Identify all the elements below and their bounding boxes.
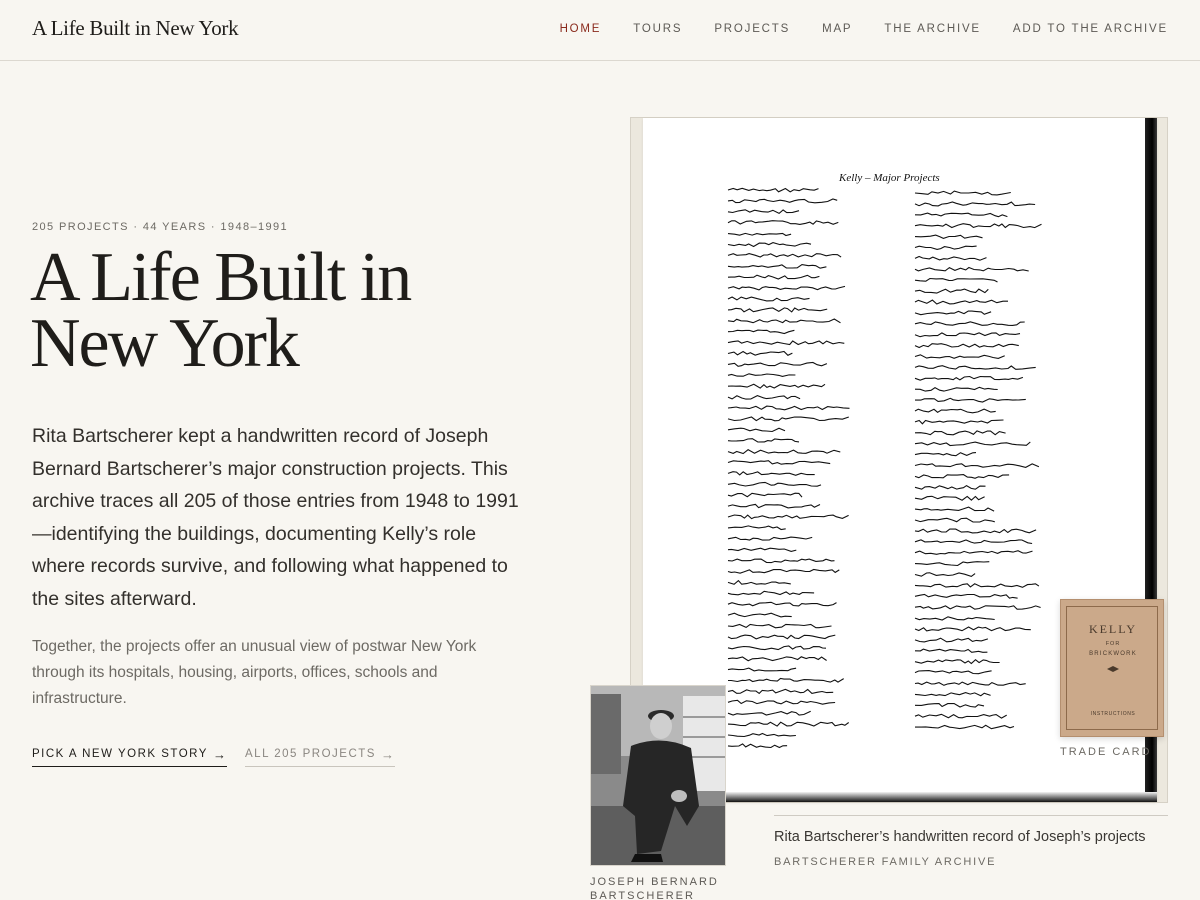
handwriting-line <box>915 333 1020 337</box>
handwriting-line <box>915 191 1011 195</box>
handwriting-line <box>915 704 984 708</box>
handwriting-line <box>915 442 1030 446</box>
handwriting-line <box>728 679 844 683</box>
handwriting-line <box>915 257 987 261</box>
handwriting-line <box>915 551 1033 555</box>
nav-tours[interactable]: TOURS <box>633 23 683 35</box>
nav-map[interactable]: MAP <box>822 23 853 35</box>
trade-card-caption: TRADE CARD <box>1060 746 1152 758</box>
handwriting-line <box>728 668 796 671</box>
handwriting-line <box>728 646 826 650</box>
handwriting-line <box>728 700 835 704</box>
main-nav <box>560 23 1168 35</box>
handwriting-line <box>728 689 833 693</box>
handwriting-line <box>728 363 827 367</box>
handwriting-line <box>728 537 812 540</box>
portrait-photo[interactable] <box>590 685 726 866</box>
handwriting-line <box>728 548 796 551</box>
handwriting-line <box>915 540 1032 544</box>
handwriting-line <box>915 573 975 577</box>
handwriting-line <box>915 714 1007 718</box>
handwriting-line <box>728 210 799 214</box>
hero-title-line-2: New York <box>30 305 298 382</box>
handwriting-line <box>915 387 998 391</box>
handwriting-line <box>728 199 837 203</box>
hero-title <box>30 239 570 382</box>
handwriting-line <box>915 431 1006 435</box>
handwriting-line <box>728 265 826 269</box>
hero-title-line-1: A Life Built in <box>30 239 411 316</box>
portrait-caption-line-1: JOSEPH BERNARD <box>590 876 719 888</box>
handwriting-line <box>728 352 792 356</box>
handwriting-line <box>915 409 996 413</box>
trade-card-border <box>1066 606 1158 730</box>
document-heading: Kelly – Major Projects <box>839 172 940 184</box>
nav-add-to-the-archive[interactable]: ADD TO THE ARCHIVE <box>1012 23 1168 35</box>
handwriting-line <box>728 472 815 476</box>
handwriting-line <box>728 504 820 508</box>
document-caption-divider <box>774 815 1168 816</box>
pick-story-label: PICK A NEW YORK STORY <box>32 748 208 760</box>
handwriting-line <box>728 559 835 563</box>
handwriting-line <box>915 453 976 456</box>
handwriting-line <box>728 439 799 442</box>
site-brand-link[interactable]: A Life Built in New York <box>32 16 239 40</box>
handwriting-line <box>728 515 849 519</box>
handwriting-line <box>728 297 810 301</box>
handwriting-line <box>728 243 811 247</box>
handwriting-line <box>915 562 989 566</box>
handwriting-line <box>915 377 1023 381</box>
trade-card-subtitle: BRICKWORK <box>1089 651 1137 657</box>
document-credit: BARTSCHERER FAMILY ARCHIVE <box>774 856 997 868</box>
handwriting-line <box>915 475 1009 479</box>
handwriting-line <box>915 594 1018 598</box>
handwriting-line <box>728 450 840 454</box>
handwriting-line <box>915 584 1039 588</box>
handwriting-line <box>728 711 811 715</box>
handwriting-line <box>915 235 983 238</box>
handwriting-line <box>728 384 825 388</box>
handwriting-line <box>915 224 1042 228</box>
hero-lead: Rita Bartscherer kept a handwritten record of Joseph Bernard Bartscherer’s major construction projects. This archive traces all 205 of those entries from 1948 to 1991—identifying the buildings, documenting Kelly’s role where records survive, and following what happened to the sites afterward. <box>32 425 519 610</box>
handwriting-line <box>915 627 1031 631</box>
handwriting-line <box>728 275 819 279</box>
handwriting-line <box>915 693 991 696</box>
handwriting-line <box>915 355 1005 359</box>
handwriting-line <box>915 725 1014 728</box>
handwriting-line <box>728 602 837 606</box>
nav-the-archive[interactable]: THE ARCHIVE <box>884 23 981 35</box>
hero-sub: Together, the projects offer an unusual view of postwar New York through its hospitals, housing, airports, offices, schools and infrastructure. <box>32 638 477 707</box>
all-projects-link[interactable] <box>245 748 395 767</box>
handwriting-line <box>728 341 844 345</box>
handwriting-line <box>728 188 819 192</box>
top-bar <box>0 0 1200 61</box>
handwriting-line <box>915 660 1000 664</box>
handwriting-line <box>915 420 1004 424</box>
handwriting-line <box>915 311 991 315</box>
handwriting-line <box>915 279 998 283</box>
handwriting-line <box>728 308 827 312</box>
handwriting-line <box>728 221 838 225</box>
nav-home[interactable]: HOME <box>559 23 602 35</box>
handwriting-line <box>728 233 791 235</box>
handwriting-line <box>728 396 800 400</box>
handwriting-line <box>915 268 1029 272</box>
handwriting-line <box>915 398 1026 402</box>
trade-card-footer: INSTRUCTIONS <box>1090 711 1136 717</box>
handwriting-line <box>915 507 994 511</box>
handwriting-line <box>728 570 839 574</box>
handwriting-line <box>915 213 1007 217</box>
handwriting-line <box>728 406 850 410</box>
handwriting-line <box>915 300 1008 304</box>
handwriting-line <box>915 496 985 500</box>
handwriting-line <box>915 322 1025 326</box>
handwriting-line <box>728 613 792 617</box>
arrow-right-icon: → <box>380 746 396 762</box>
handwriting-line <box>728 624 832 627</box>
handwriting-line <box>728 417 849 421</box>
handwriting-line <box>915 289 988 293</box>
handwriting-line <box>728 319 841 323</box>
handwriting-line <box>915 529 1036 533</box>
pick-story-link[interactable] <box>32 748 227 767</box>
portrait-caption-line-2: BARTSCHERER <box>590 890 695 900</box>
handwriting-line <box>915 617 995 620</box>
portrait-caption <box>590 875 719 900</box>
handwriting-line <box>915 344 1019 348</box>
handwriting-line <box>915 671 992 674</box>
handwriting-line <box>915 649 987 652</box>
arrow-right-icon: → <box>212 746 228 762</box>
handwriting-line <box>728 635 835 639</box>
handwriting-line <box>915 682 1026 685</box>
handwriting-line <box>728 461 830 465</box>
handwriting-line <box>728 591 814 595</box>
handwriting-line <box>915 202 1035 206</box>
handwriting-line <box>728 657 827 661</box>
soldier-photo-illustration <box>591 686 726 866</box>
handwriting-line <box>915 518 995 522</box>
handwriting-line <box>728 286 845 290</box>
nav-projects[interactable]: PROJECTS <box>714 23 791 35</box>
all-projects-label: ALL 205 PROJECTS <box>245 748 376 760</box>
handwriting-line <box>915 464 1039 468</box>
handwriting-line <box>728 493 802 497</box>
handwriting-line <box>728 482 821 486</box>
handwriting-line <box>915 486 986 490</box>
trade-card-image[interactable] <box>1060 599 1164 737</box>
trade-card-for: FOR <box>1105 641 1121 647</box>
handwriting-line <box>728 581 791 585</box>
handwriting-line <box>728 526 786 530</box>
handwriting-line <box>728 374 795 377</box>
handwriting-line <box>728 254 841 258</box>
handwriting-line <box>915 606 1041 609</box>
handwriting-line <box>915 366 1036 370</box>
hero-eyebrow: 205 PROJECTS · 44 YEARS · 1948–1991 <box>32 221 289 233</box>
handwriting-line <box>915 246 977 249</box>
handwriting-line <box>728 744 787 748</box>
trade-card-title: KELLY <box>1088 622 1138 636</box>
handwriting-line <box>915 638 988 642</box>
diamond-ornament-icon <box>1107 666 1119 672</box>
handwriting-line <box>728 722 849 726</box>
document-caption: Rita Bartscherer’s handwritten record of Joseph’s projects <box>774 829 1146 845</box>
handwriting-line <box>728 734 796 737</box>
handwriting-line <box>728 428 785 431</box>
handwriting-line <box>728 330 794 333</box>
